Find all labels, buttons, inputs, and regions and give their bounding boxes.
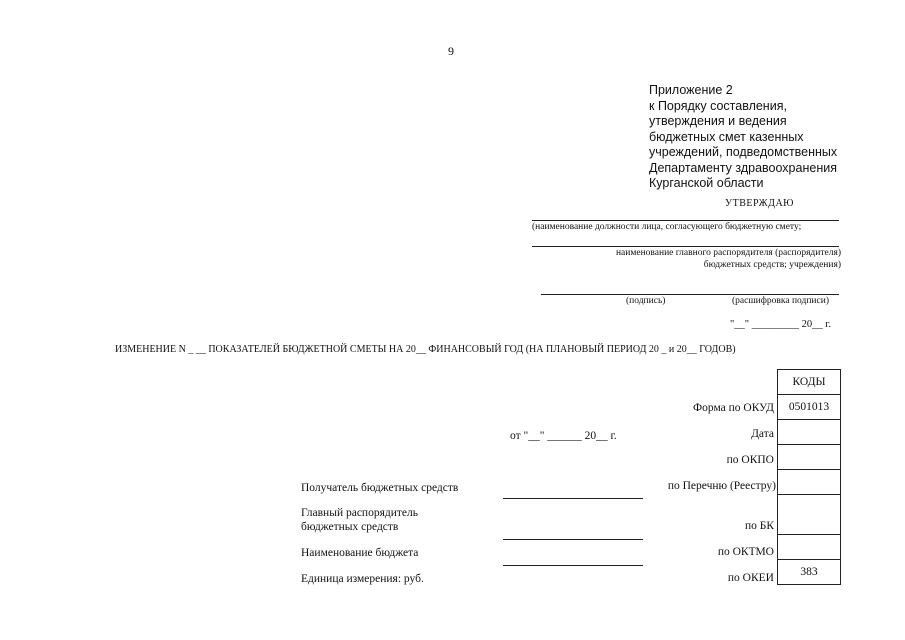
oktmo-label: по ОКТМО (717, 546, 774, 558)
position-caption: (наименование должности лица, согласующего бюджетную смету; (532, 222, 802, 232)
bk-label: по БК (744, 520, 774, 532)
main-distributor-label-2: бюджетных средств (301, 521, 399, 533)
okud-label: Форма по ОКУД (693, 402, 774, 414)
decoding-caption: (расшифровка подписи) (732, 296, 829, 306)
distributor-caption-1: наименование главного распорядителя (распорядителя) (615, 248, 841, 258)
appendix-line: учреждений, подведомственных (649, 145, 838, 159)
page-number: 9 (448, 44, 454, 58)
date-label: Дата (751, 428, 774, 440)
main-distributor-label-1: Главный распорядитель (301, 507, 418, 519)
main-distributor-line (503, 539, 643, 540)
okud-code-cell: 0501013 (778, 395, 841, 420)
position-line (532, 220, 839, 221)
distributor-line (532, 246, 839, 247)
okei-code-cell: 383 (778, 560, 841, 585)
budget-name-line (503, 565, 643, 566)
okpo-label: по ОКПО (726, 454, 774, 466)
bk-code-cell[interactable] (778, 495, 841, 535)
appendix-line: утверждения и ведения (649, 114, 787, 128)
distributor-caption-2: бюджетных средств; учреждения) (703, 260, 841, 270)
appendix-line: к Порядку составления, (649, 98, 787, 113)
codes-header: КОДЫ (778, 370, 841, 395)
oktmo-code-cell[interactable] (778, 535, 841, 560)
date-from: от "__" ______ 20__ г. (510, 430, 617, 442)
appendix-line: Департаменту здравоохранения (649, 160, 837, 175)
codes-table (777, 369, 841, 585)
date-code-cell[interactable] (778, 420, 841, 445)
unit-label: Единица измерения: руб. (301, 573, 424, 585)
appendix-block (649, 83, 837, 192)
recipient-label: Получатель бюджетных средств (301, 482, 459, 494)
registry-label: по Перечню (Реестру) (667, 480, 776, 492)
signature-caption: (подпись) (626, 296, 666, 306)
approval-heading: УТВЕРЖДАЮ (725, 198, 794, 209)
approval-date: "__" _________ 20__ г. (730, 319, 831, 330)
budget-name-label: Наименование бюджета (301, 547, 419, 559)
okei-label: по ОКЕИ (727, 572, 774, 584)
okpo-code-cell[interactable] (778, 445, 841, 470)
recipient-line (503, 498, 643, 499)
appendix-line: Приложение 2 (649, 83, 733, 97)
document-title: ИЗМЕНЕНИЕ N _ __ ПОКАЗАТЕЛЕЙ БЮДЖЕТНОЙ СМЕТЫ НА 20__ ФИНАНСОВЫЙ ГОД (НА ПЛАНОВЫЙ ПЕРИОД 20 _ и 20__ ГОДОВ) (115, 344, 736, 355)
registry-code-cell[interactable] (778, 470, 841, 495)
appendix-line: Курганской области (649, 176, 764, 190)
appendix-line: бюджетных смет казенных (649, 129, 804, 144)
signature-line (541, 294, 839, 295)
